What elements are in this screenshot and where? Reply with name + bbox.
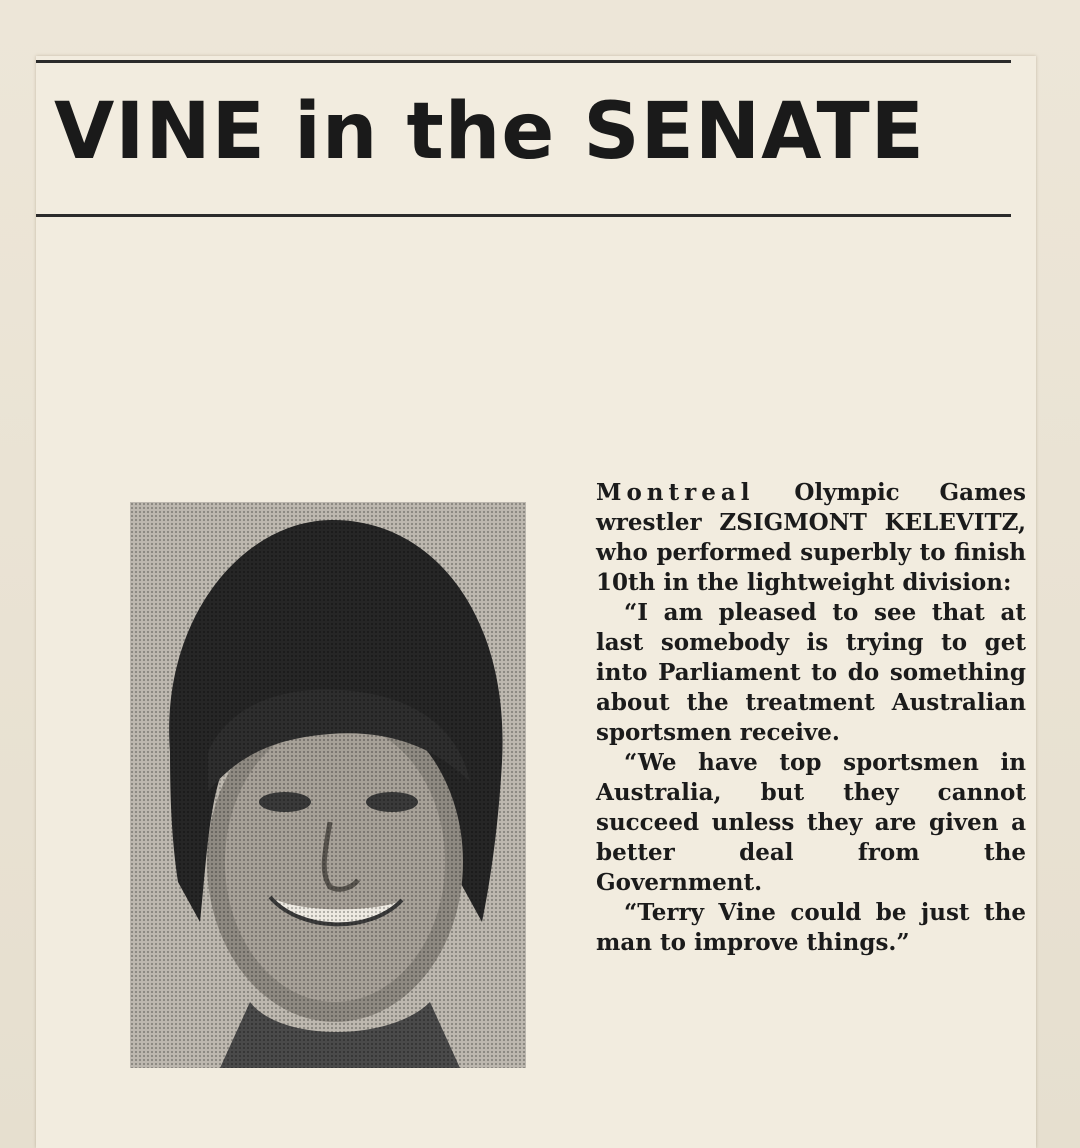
portrait-halftone-image (130, 502, 526, 1068)
headline-bottom-rule (36, 214, 1011, 217)
article-paragraph-quote-2: “We have top sportsmen in Australia, but they cannot succeed unless they are given a better deal from the Government. (596, 749, 1026, 896)
portrait-photo (130, 502, 526, 1068)
article-paragraph-quote-1: “I am pleased to see that at last somebody is trying to get into Parliament to do something about the treatment Australian sportsmen receive. (596, 599, 1026, 746)
headline-top-rule (36, 60, 1011, 63)
article-paragraph-quote-3: “Terry Vine could be just the man to improve things.” (596, 899, 1026, 956)
article-lead-word: Montreal (596, 479, 755, 506)
article-intro-text: Olympic Games wrestler ZSIGMONT KELEVITZ, who performed superbly to finish 10th in the lightweight division: (596, 479, 1026, 596)
article-paragraph-intro (596, 478, 1026, 598)
article-text (596, 478, 1026, 958)
headline: VINE in the SENATE (54, 87, 925, 177)
newspaper-clipping (36, 56, 1036, 1148)
